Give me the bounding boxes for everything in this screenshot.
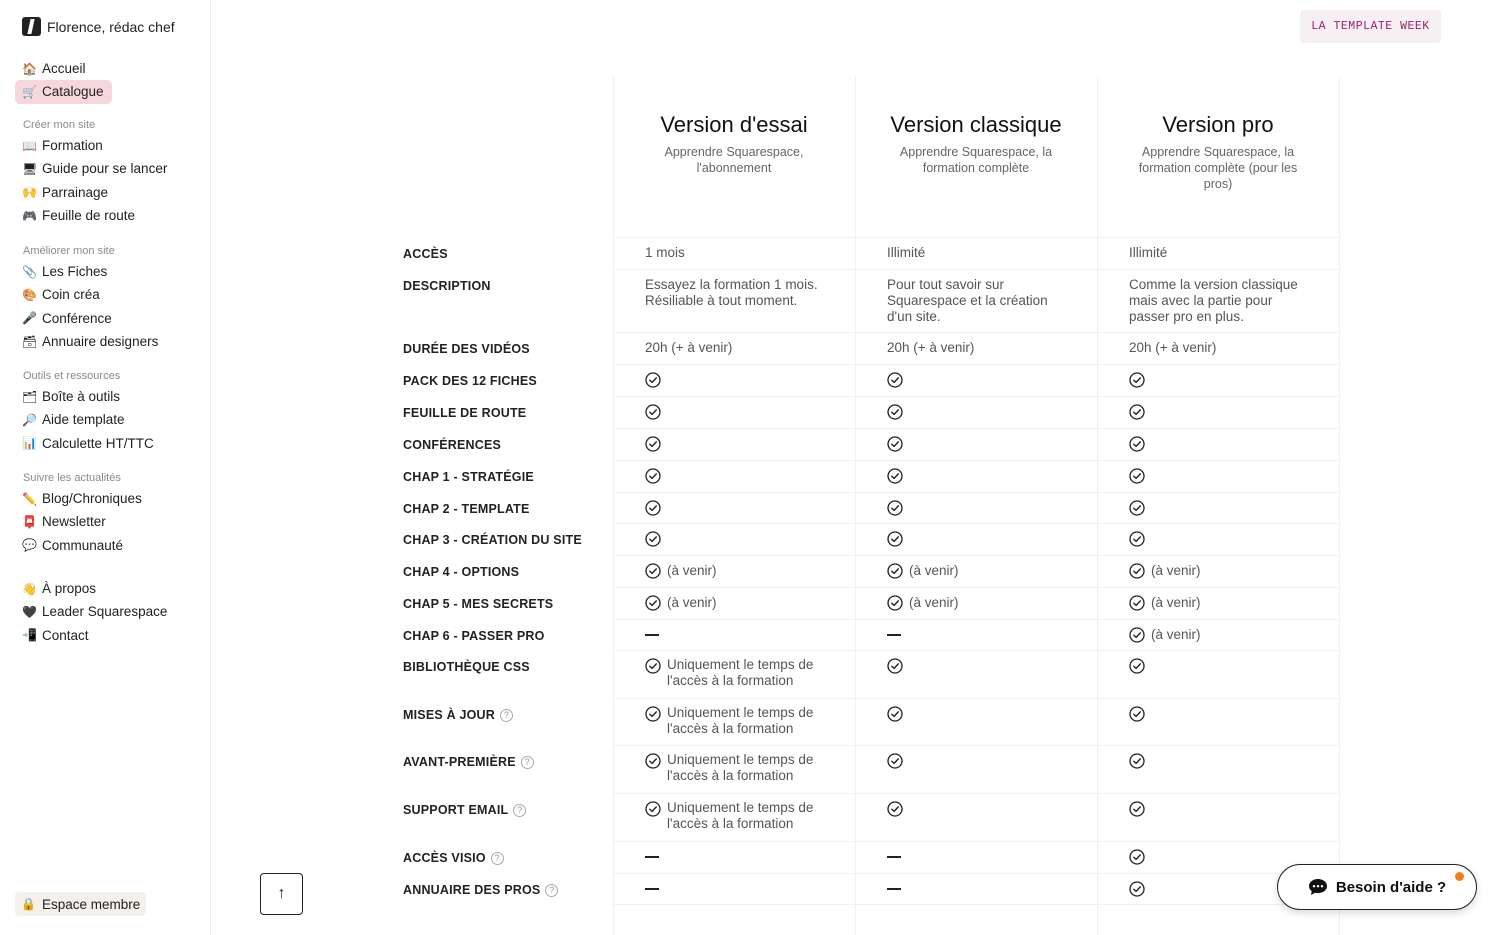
sidebar-item-guide[interactable] — [15, 157, 205, 180]
brand-name: Florence, rédac chef — [47, 18, 175, 35]
row-divider — [613, 428, 1340, 429]
section-heading: Améliorer mon site — [23, 245, 115, 257]
plan-feature-cell — [1129, 658, 1319, 674]
sidebar-item-label: Blog/Chroniques — [42, 491, 142, 507]
plan-feature-cell — [645, 849, 835, 858]
cell-text: 20h (+ à venir) — [1129, 340, 1217, 355]
row-divider — [613, 555, 1340, 556]
check-circle-icon — [1129, 531, 1145, 547]
scroll-top-button[interactable] — [260, 873, 303, 915]
sidebar-item-label: Feuille de route — [42, 208, 136, 224]
cell-text: (à venir) — [667, 595, 717, 610]
feature-label — [403, 470, 534, 484]
sidebar-item-label: Annuaire designers — [42, 334, 159, 350]
feature-label-text: CHAP 3 - CRÉATION DU SITE — [403, 533, 582, 547]
chat-bubble-icon — [1308, 878, 1328, 896]
sidebar-item-leader[interactable] — [15, 600, 205, 623]
notification-dot — [1455, 872, 1464, 881]
plan-feature-cell — [645, 436, 835, 452]
plan-feature-cell — [645, 627, 835, 636]
plan-subtitle: Apprendre Squarespace, la formation complète (pour les pros) — [1138, 145, 1298, 191]
sidebar-item-label: Formation — [42, 138, 103, 154]
sidebar-item-aide-template[interactable] — [15, 408, 205, 431]
raised-hands-icon: 🙌 — [22, 185, 37, 200]
dash-icon — [887, 634, 901, 636]
check-circle-icon — [1129, 801, 1145, 817]
section-heading: Outils et ressources — [23, 370, 121, 382]
help-circle-icon[interactable]: ? — [513, 804, 526, 817]
plan-feature-cell — [645, 245, 825, 261]
sidebar-item-label: Guide pour se lancer — [42, 161, 168, 177]
feature-label — [403, 660, 530, 674]
magnifier-icon: 🔎 — [22, 412, 37, 427]
nav-bottom — [15, 577, 205, 647]
sidebar-item-communaute[interactable] — [15, 534, 205, 557]
check-circle-icon — [645, 500, 661, 516]
feature-label — [403, 755, 534, 769]
plan-feature-cell — [645, 595, 835, 611]
feature-label-text: MISES À JOUR — [403, 708, 495, 722]
plan-feature-cell — [887, 531, 1077, 547]
sidebar-item-fiches[interactable] — [15, 260, 205, 283]
mailbox-icon: 📮 — [22, 514, 37, 529]
feature-label — [403, 247, 448, 261]
help-button-label: Besoin d'aide ? — [1335, 878, 1447, 896]
sidebar-item-feuille-de-route[interactable] — [15, 204, 205, 227]
plan-feature-cell — [645, 340, 825, 356]
sidebar-item-a-propos[interactable] — [15, 577, 205, 600]
row-divider — [613, 650, 1340, 651]
dash-icon — [645, 634, 659, 636]
dash-icon — [645, 888, 659, 890]
feature-label-text: CHAP 6 - PASSER PRO — [403, 629, 545, 643]
plan-feature-cell — [1129, 849, 1319, 865]
check-circle-icon — [645, 404, 661, 420]
arrow-up-icon: ↑ — [277, 885, 286, 902]
check-circle-icon — [887, 753, 903, 769]
dash-icon — [887, 856, 901, 858]
sidebar-item-blog[interactable] — [15, 487, 205, 510]
dash-icon — [887, 888, 901, 890]
feature-label — [403, 279, 491, 293]
row-divider — [613, 364, 1340, 365]
help-circle-icon[interactable]: ? — [521, 756, 534, 769]
folder-icon: 🗂 — [22, 389, 38, 404]
cell-text: 1 mois — [645, 245, 685, 260]
paperclip-icon: 📎 — [22, 264, 37, 279]
check-circle-icon — [1129, 627, 1145, 643]
check-circle-icon — [1129, 881, 1145, 897]
brand[interactable] — [22, 17, 175, 36]
feature-label — [403, 851, 504, 865]
plan-column-header — [855, 76, 1097, 236]
sidebar-item-label: Catalogue — [42, 84, 104, 100]
plan-feature-cell — [887, 372, 1077, 388]
check-circle-icon — [645, 468, 661, 484]
cell-text: (à venir) — [909, 595, 959, 610]
check-circle-icon — [1129, 436, 1145, 452]
plan-feature-cell — [645, 881, 835, 890]
help-chat-button[interactable] — [1277, 864, 1477, 910]
speech-bubble-icon: 💬 — [22, 538, 37, 553]
check-circle-icon — [645, 595, 661, 611]
nav-top — [15, 57, 205, 104]
check-circle-icon — [1129, 404, 1145, 420]
plan-title: Version pro — [1162, 112, 1274, 137]
cell-text: (à venir) — [667, 563, 717, 578]
plan-title: Version classique — [890, 112, 1062, 137]
help-circle-icon[interactable]: ? — [545, 884, 558, 897]
check-circle-icon — [1129, 595, 1145, 611]
feature-label — [403, 533, 582, 547]
plan-column-header — [1097, 76, 1339, 236]
check-circle-icon — [1129, 563, 1145, 579]
card-box-icon: 🗃 — [22, 334, 38, 349]
check-circle-icon — [887, 436, 903, 452]
plan-feature-cell — [1129, 753, 1319, 769]
feature-label-text: SUPPORT EMAIL — [403, 803, 509, 817]
section-heading: Suivre les actualités — [23, 472, 121, 484]
feature-label — [403, 502, 530, 516]
plan-feature-cell — [887, 404, 1077, 420]
check-circle-icon — [887, 595, 903, 611]
pencil-icon: ✏️ — [22, 491, 37, 506]
check-circle-icon — [645, 372, 661, 388]
plan-feature-cell — [887, 658, 1077, 674]
plan-feature-cell — [887, 801, 1077, 817]
row-divider — [613, 396, 1340, 397]
cell-text: Uniquement le temps de l'accès à la formation — [667, 752, 814, 783]
section-heading: Créer mon site — [23, 119, 96, 131]
sidebar-item-label: Leader Squarespace — [42, 604, 168, 620]
help-circle-icon[interactable]: ? — [491, 852, 504, 865]
plan-feature-cell — [645, 801, 835, 832]
row-divider — [613, 523, 1340, 524]
cell-text: Comme la version classique mais avec la partie pour passer pro en plus. — [1129, 277, 1298, 324]
cell-text: Pour tout savoir sur Squarespace et la création d'un site. — [887, 277, 1048, 324]
cell-text: (à venir) — [1151, 563, 1201, 578]
row-divider — [613, 492, 1340, 493]
plan-feature-cell — [1129, 277, 1309, 325]
feature-label-text: CHAP 5 - MES SECRETS — [403, 597, 554, 611]
sidebar-item-label: Newsletter — [42, 514, 106, 530]
plan-feature-cell — [887, 468, 1077, 484]
gamepad-icon: 🎮 — [22, 208, 37, 223]
plan-feature-cell — [645, 500, 835, 516]
feature-label — [403, 565, 519, 579]
feature-label-text: CHAP 1 - STRATÉGIE — [403, 470, 534, 484]
help-circle-icon[interactable]: ? — [500, 709, 513, 722]
phone-icon: 📲 — [22, 628, 37, 643]
sidebar-item-label: Parrainage — [42, 184, 109, 200]
check-circle-icon — [645, 706, 661, 722]
plan-feature-cell — [887, 595, 1077, 611]
check-circle-icon — [1129, 706, 1145, 722]
feature-label — [403, 374, 537, 388]
plan-feature-cell — [645, 531, 835, 547]
row-divider — [613, 841, 1340, 842]
sidebar-item-label: À propos — [42, 581, 97, 597]
sidebar-item-label: Aide template — [42, 412, 125, 428]
cell-text: (à venir) — [1151, 595, 1201, 610]
sidebar-item-coin-crea[interactable] — [15, 283, 205, 306]
sidebar-item-annuaire[interactable] — [15, 330, 205, 353]
feature-label-text: CHAP 4 - OPTIONS — [403, 565, 520, 579]
palette-icon: 🎨 — [22, 287, 37, 302]
check-circle-icon — [1129, 849, 1145, 865]
plan-column-header — [613, 76, 855, 236]
plan-feature-cell — [645, 658, 835, 689]
template-week-badge[interactable]: LA TEMPLATE WEEK — [1300, 10, 1441, 43]
feature-label-text: DURÉE DES VIDÉOS — [403, 342, 530, 356]
plan-feature-cell — [887, 436, 1077, 452]
feature-label — [403, 438, 501, 452]
plan-feature-cell — [645, 706, 835, 737]
cell-text: (à venir) — [909, 563, 959, 578]
check-circle-icon — [645, 436, 661, 452]
check-circle-icon — [1129, 372, 1145, 388]
nav-section-outils — [15, 367, 205, 455]
plan-feature-cell — [887, 627, 1077, 636]
check-circle-icon — [887, 531, 903, 547]
row-divider — [613, 587, 1340, 588]
sidebar-item-accueil[interactable] — [15, 57, 205, 80]
check-circle-icon — [887, 706, 903, 722]
row-divider — [613, 460, 1340, 461]
check-circle-icon — [645, 801, 661, 817]
feature-label-text: PACK DES 12 FICHES — [403, 374, 537, 388]
sidebar-item-parrainage[interactable] — [15, 181, 205, 204]
feature-label-text: CONFÉRENCES — [403, 438, 502, 452]
row-divider — [613, 619, 1340, 620]
feature-label-text: ANNUAIRE DES PROS — [403, 883, 541, 897]
plan-feature-cell — [887, 340, 1067, 356]
check-circle-icon — [645, 658, 661, 674]
check-circle-icon — [1129, 468, 1145, 484]
microphone-icon: 🎤 — [22, 311, 37, 326]
plan-feature-cell — [645, 563, 835, 579]
check-circle-icon — [645, 531, 661, 547]
sidebar-item-newsletter[interactable] — [15, 510, 205, 533]
sidebar-item-label: Coin créa — [42, 287, 100, 303]
cell-text: Uniquement le temps de l'accès à la formation — [667, 800, 814, 831]
row-divider — [613, 332, 1340, 333]
feature-label — [403, 629, 545, 643]
sidebar-item-contact[interactable] — [15, 624, 205, 647]
sidebar-item-conference[interactable] — [15, 307, 205, 330]
plan-feature-cell — [645, 372, 835, 388]
plan-feature-cell — [887, 753, 1077, 769]
feature-label-text: ACCÈS — [403, 247, 448, 261]
member-area-button[interactable] — [15, 892, 146, 916]
feature-label-text: FEUILLE DE ROUTE — [403, 406, 527, 420]
check-circle-icon — [887, 500, 903, 516]
row-divider — [613, 237, 1340, 238]
sidebar-item-label: Accueil — [42, 61, 86, 77]
row-divider — [613, 873, 1340, 874]
plan-feature-cell — [887, 245, 1067, 261]
feature-label-text: AVANT-PREMIÈRE — [403, 755, 516, 769]
sidebar-item-label: Calculette HT/TTC — [42, 435, 154, 451]
row-divider — [613, 904, 1340, 905]
plan-title: Version d'essai — [660, 112, 808, 137]
row-divider — [613, 698, 1340, 699]
plan-feature-cell — [645, 404, 835, 420]
plan-feature-cell — [1129, 436, 1319, 452]
row-divider — [613, 793, 1340, 794]
plan-feature-cell — [645, 468, 835, 484]
column-divider — [1339, 76, 1340, 935]
member-area-label: Espace membre — [41, 896, 141, 912]
sidebar-item-boite-outils[interactable] — [15, 385, 205, 408]
feature-label-text: BIBLIOTHÈQUE CSS — [403, 660, 530, 674]
plan-feature-cell — [887, 706, 1077, 722]
cell-text: Illimité — [887, 245, 926, 260]
plan-feature-cell — [887, 563, 1077, 579]
cell-text: 20h (+ à venir) — [887, 340, 975, 355]
sidebar-item-label: Les Fiches — [42, 264, 108, 280]
plan-subtitle: Apprendre Squarespace, la formation complète — [899, 145, 1053, 175]
feature-label — [403, 803, 526, 817]
cell-text: (à venir) — [1151, 627, 1201, 642]
house-icon: 🏠 — [22, 61, 37, 76]
row-divider — [613, 745, 1340, 746]
cell-text: Uniquement le temps de l'accès à la formation — [667, 657, 814, 688]
check-circle-icon — [1129, 753, 1145, 769]
plan-feature-cell — [887, 849, 1077, 858]
check-circle-icon — [887, 372, 903, 388]
check-circle-icon — [887, 563, 903, 579]
plan-feature-cell — [1129, 531, 1319, 547]
black-heart-icon: 🖤 — [22, 604, 37, 619]
lock-icon: 🔒 — [21, 897, 36, 911]
plan-feature-cell — [1129, 563, 1319, 579]
cart-icon: 🛒 — [22, 84, 37, 99]
plan-feature-cell — [1129, 595, 1319, 611]
sidebar-item-label: Communauté — [42, 537, 124, 553]
sidebar-item-catalogue[interactable] — [15, 80, 112, 103]
plan-feature-cell — [887, 277, 1067, 325]
feature-label — [403, 597, 553, 611]
check-circle-icon — [887, 404, 903, 420]
feature-label — [403, 883, 558, 897]
plan-feature-cell — [1129, 706, 1319, 722]
check-circle-icon — [645, 563, 661, 579]
sidebar — [0, 0, 211, 935]
plan-feature-cell — [1129, 372, 1319, 388]
waving-hand-icon: 👋 — [22, 581, 37, 596]
plan-feature-cell — [1129, 627, 1319, 643]
check-circle-icon — [887, 658, 903, 674]
nav-section-ameliorer — [15, 242, 205, 353]
plan-feature-cell — [645, 277, 825, 309]
row-divider — [613, 269, 1340, 270]
brand-logo-icon — [22, 17, 41, 36]
cell-text: Illimité — [1129, 245, 1168, 260]
sidebar-item-label: Conférence — [42, 310, 112, 326]
feature-label — [403, 406, 526, 420]
check-circle-icon — [1129, 500, 1145, 516]
check-circle-icon — [887, 801, 903, 817]
check-circle-icon — [887, 468, 903, 484]
dash-icon — [645, 856, 659, 858]
feature-label — [403, 342, 530, 356]
feature-label-text: CHAP 2 - TEMPLATE — [403, 502, 530, 516]
sidebar-item-label: Boîte à outils — [42, 389, 121, 405]
plan-feature-cell — [1129, 500, 1319, 516]
plan-feature-cell — [1129, 245, 1309, 261]
cell-text: Essayez la formation 1 mois. Résiliable à tout moment. — [645, 277, 818, 308]
nav-section-actualites — [15, 469, 205, 557]
sidebar-item-formation[interactable] — [15, 134, 205, 157]
plan-feature-cell — [1129, 468, 1319, 484]
book-icon: 📖 — [22, 138, 37, 153]
nav-section-creer — [15, 116, 205, 227]
cell-text: Uniquement le temps de l'accès à la formation — [667, 705, 814, 736]
check-circle-icon — [1129, 658, 1145, 674]
feature-label-text: ACCÈS VISIO — [403, 851, 486, 865]
plan-feature-cell — [1129, 340, 1309, 356]
cell-text: 20h (+ à venir) — [645, 340, 733, 355]
sidebar-item-calculette[interactable] — [15, 432, 205, 455]
feature-label — [403, 708, 513, 722]
plan-feature-cell — [1129, 404, 1319, 420]
check-circle-icon — [645, 753, 661, 769]
plan-feature-cell — [645, 753, 835, 784]
feature-label-text: DESCRIPTION — [403, 279, 491, 293]
monitor-icon: 🖥 — [22, 161, 38, 176]
plan-feature-cell — [887, 500, 1077, 516]
sidebar-item-label: Contact — [42, 627, 89, 643]
plan-feature-cell — [887, 881, 1077, 890]
plan-feature-cell — [1129, 801, 1319, 817]
bar-chart-icon: 📊 — [22, 436, 37, 451]
plan-subtitle: Apprendre Squarespace, l'abonnement — [664, 145, 804, 175]
